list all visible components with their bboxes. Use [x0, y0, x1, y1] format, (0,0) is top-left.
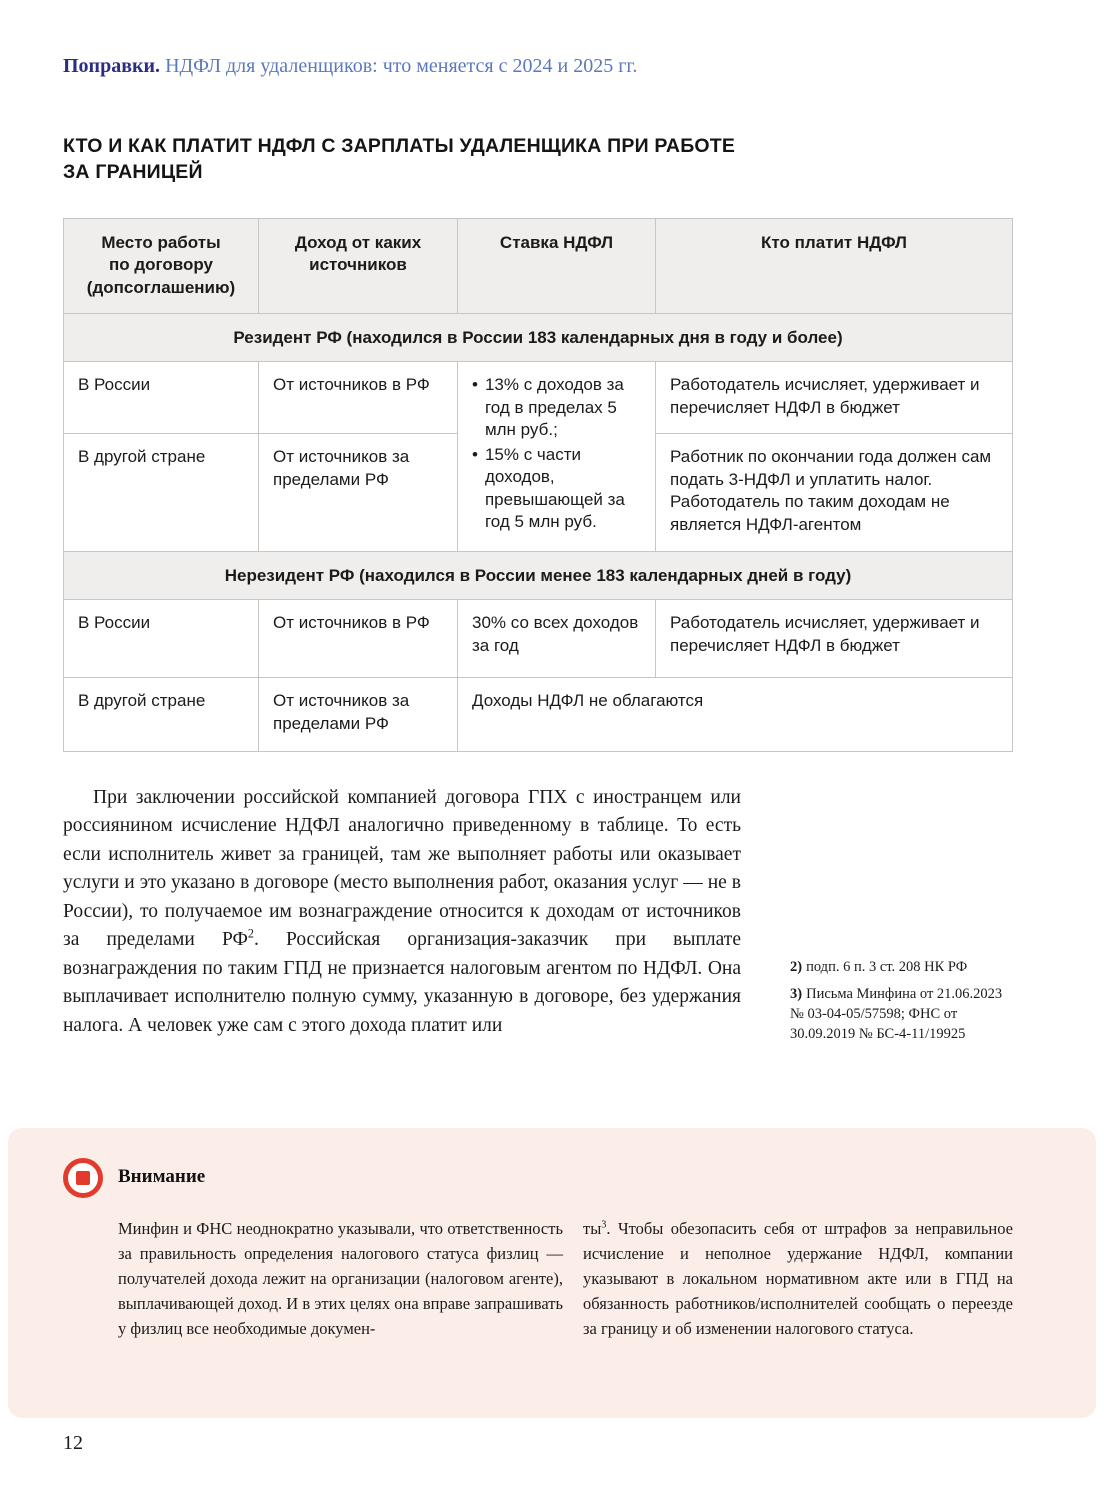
nonresident-row2-merged: Доходы НДФЛ не облагаются: [458, 678, 1013, 752]
nonresident-row2-source: От источников за пределами РФ: [259, 678, 458, 752]
col-header-rate-line1: Ставка НДФЛ: [499, 233, 614, 252]
body-section: [63, 784, 1012, 1044]
resident-band: Резидент РФ (находился в России 183 календарных дня в году и более): [64, 314, 1013, 362]
attention-title: Внимание: [118, 1166, 206, 1187]
ndfl-table-wrap: [63, 218, 1012, 752]
sidebar-footnotes: [790, 784, 1012, 1044]
footnote-2: [790, 957, 1012, 977]
col-header-place-line2: по договору: [108, 255, 214, 275]
footnote-ref-2: 2: [247, 926, 254, 941]
footnote-3: [790, 984, 1012, 1044]
resident-row2-place: В другой стране: [64, 434, 259, 552]
article-title: НДФЛ для удаленщиков: что меняется с 2024 и 2025 гг.: [165, 55, 638, 77]
table-row: [64, 362, 1013, 434]
footnote-3-text: Письма Минфина от 21.06.2023 № 03-04-05/57598; ФНС от 30.09.2019 № БС-4-11/19925: [790, 986, 1003, 1042]
attention-icon-square: [76, 1171, 90, 1185]
attention-column-left: Минфин и ФНС неоднократно указывали, что ответственность за правильность определения налогового статуса физлиц — получателей дохода лежит на организации (налоговом агенте), выплачивающей доход. И в этих целях она вправе запрашивать у физлиц все необходимые докумен-: [118, 1219, 563, 1339]
attention-column-right: [583, 1216, 1013, 1341]
resident-row2-source: От источников за пределами РФ: [259, 434, 458, 552]
table-header-row: [64, 219, 1013, 314]
table-row: [64, 600, 1013, 678]
col-header-place-line1: Место работы: [101, 233, 221, 252]
rubric-label: Поправки.: [63, 55, 161, 77]
running-header: [63, 54, 637, 78]
col-header-payer: [656, 219, 1013, 314]
nonresident-band: Нерезидент РФ (находился в России менее 183 календарных дней в году): [64, 552, 1013, 600]
nonresident-row1-source: От источников в РФ: [259, 600, 458, 678]
col-header-rate: [458, 219, 656, 314]
section-heading: [63, 133, 735, 186]
rate-bullet-1-text: 13% с доходов за год в пределах 5 млн руб.;: [484, 375, 624, 440]
section-heading-line2: ЗА ГРАНИЦЕЙ: [63, 161, 203, 184]
col-header-source-line1: Доход от каких: [294, 233, 422, 252]
footnote-2-text: подп. 6 п. 3 ст. 208 НК РФ: [806, 959, 968, 975]
resident-row1-place: В России: [64, 362, 259, 434]
attention-columns: [118, 1216, 1013, 1341]
paragraph-text-2: . Российская организация-заказчик при выплате вознаграждения по таким ГПД не признается налоговым агентом по НДФЛ. Она выплачивает исполнителю полную сумму, указанную в договоре, без удержания налога. А человек уже сам с этого дохода платит или: [63, 929, 741, 1036]
resident-row1-payer: Работодатель исчисляет, удерживает и перечисляет НДФЛ в бюджет: [656, 362, 1013, 434]
attention-right-text-2: . Чтобы обезопасить себя от штрафов за неправильное исчисление и неполное удержание НДФЛ, компании указывают в локальном нормативном акте или в ГПД на обязанность работников/исполнителей сообщать о переезде за границу и об изменении налогового статуса.: [583, 1219, 1013, 1339]
col-header-payer-line1: Кто платит НДФЛ: [761, 233, 907, 252]
table-row: [64, 678, 1013, 752]
nonresident-band-row: [64, 552, 1013, 600]
bullet-icon: •: [472, 375, 478, 395]
resident-row2-payer: Работник по окончании года должен сам подать 3-НДФЛ и уплатить налог. Работодатель по таким доходам не является НДФЛ-агентом: [656, 434, 1013, 552]
nonresident-row1-payer: Работодатель исчисляет, удерживает и перечисляет НДФЛ в бюджет: [656, 600, 1013, 678]
attention-icon: [63, 1158, 103, 1198]
resident-row1-source: От источников в РФ: [259, 362, 458, 434]
bullet-icon: •: [472, 444, 478, 464]
paragraph-text-1: При заключении российской компанией договора ГПХ с иностранцем или россиянином исчисление НДФЛ аналогично приведенному в таблице. То есть если исполнитель живет за границей, там же выполняет работы или оказывает услуги и это указано в договоре (место выполнения работ, оказания услуг — не в России), то получаемое им вознаграждение относится к доходам от источников за пределами РФ: [63, 787, 741, 951]
footnote-ref-3: 3: [601, 1219, 607, 1231]
footnote-2-number: 2): [790, 959, 803, 975]
nonresident-row2-place: В другой стране: [64, 678, 259, 752]
nonresident-row1-rate: 30% со всех доходов за год: [458, 600, 656, 678]
attention-box: [8, 1128, 1096, 1418]
rate-bullet-1: [472, 374, 641, 441]
resident-rate-cell: [458, 362, 656, 552]
nonresident-row1-place: В России: [64, 600, 259, 678]
body-paragraph: [63, 784, 741, 1044]
rate-bullet-2-text: 15% с части доходов, превышающей за год 5 млн руб.: [484, 444, 625, 531]
ndfl-table: [63, 218, 1013, 752]
section-heading-line1: КТО И КАК ПЛАТИТ НДФЛ С ЗАРПЛАТЫ УДАЛЕНЩИКА ПРИ РАБОТЕ: [63, 135, 736, 157]
page-number: 12: [63, 1432, 83, 1454]
rate-bullet-2: [472, 444, 641, 534]
footnote-3-number: 3): [790, 986, 803, 1002]
col-header-source-line2: источников: [309, 255, 407, 275]
col-header-place: [64, 219, 259, 314]
col-header-place-line3: (допсоглашению): [86, 277, 236, 297]
resident-band-row: [64, 314, 1013, 362]
attention-right-text-1: ты: [583, 1219, 602, 1238]
col-header-source: [259, 219, 458, 314]
